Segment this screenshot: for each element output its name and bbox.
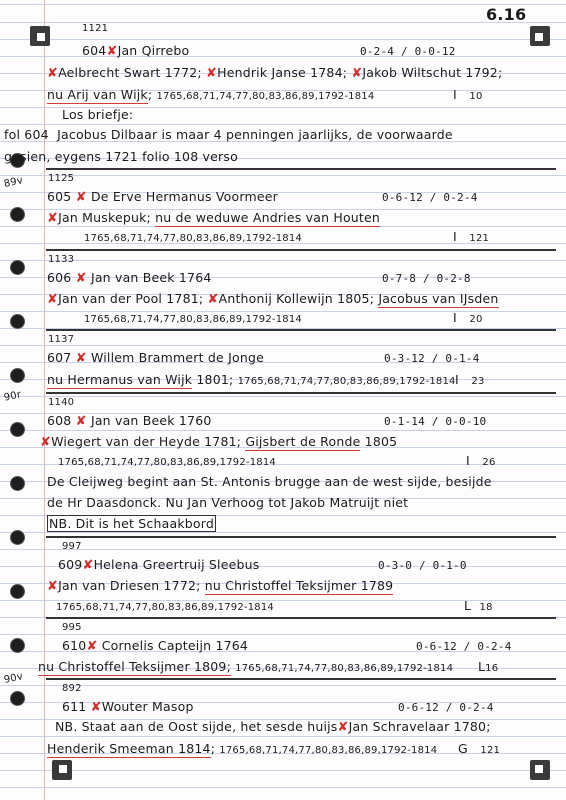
page-number: 6.16: [486, 5, 527, 24]
value-a: 0-1-14: [384, 415, 425, 428]
current-owner: nu Christoffel Teksijmer 1809;: [38, 659, 231, 674]
note-line: de Hr Daasdonck. Nu Jan Verhoog tot Jakob Matruijt niet: [47, 495, 409, 510]
value-b: 0-2-8: [436, 272, 471, 285]
margin-line: [44, 0, 45, 800]
cross-mark-icon: ✘: [337, 720, 349, 735]
entry-owners-line: [47, 66, 502, 81]
binder-hole: [11, 477, 24, 490]
ref-number: 121: [469, 233, 490, 244]
cross-mark-icon: ✘: [47, 66, 59, 81]
entry-years: 1765,68,71,74,77,80,83,86,89,1792-1814: [84, 233, 302, 244]
cross-mark-icon: ✘: [207, 292, 219, 307]
cross-mark-icon: ✘: [86, 639, 98, 654]
ref-letter: I: [453, 229, 457, 244]
binder-hole: [11, 315, 24, 328]
note-ref: fol 604: [4, 127, 49, 142]
owner-name: Hendrik Janse 1784;: [217, 65, 348, 80]
entry-separator: [46, 329, 556, 331]
ref-number: 18: [479, 602, 493, 613]
binder-hole: [11, 423, 24, 436]
entry-ref: [458, 742, 500, 758]
section-number: 1137: [48, 334, 75, 345]
ref-letter: L: [464, 598, 472, 613]
entry-owners-line: [47, 211, 380, 226]
entry-owner: Cornelis Capteijn 1764: [101, 638, 249, 653]
corner-marker-bottom-right: [530, 760, 550, 780]
ref-letter: I: [466, 453, 470, 468]
entry-years: 1765,68,71,74,77,80,83,86,89,1792-1814: [84, 314, 302, 325]
current-owner: Gijsbert de Ronde: [245, 434, 361, 449]
entry-606: [47, 271, 212, 286]
binder-hole: [11, 692, 24, 705]
entry-ref: [453, 88, 483, 104]
cross-mark-icon: ✘: [90, 700, 102, 715]
section-number: 892: [62, 683, 82, 694]
entry-ref: [455, 373, 485, 389]
entry-owner: Willem Brammert de Jonge: [90, 350, 264, 365]
section-number: 1140: [48, 397, 75, 408]
entry-values: 0-2-4 / 0-0-12: [360, 45, 456, 58]
owner-name: Jan van der Pool 1781;: [58, 291, 204, 306]
entry-number: 610: [62, 638, 87, 653]
entry-owners-line: [40, 435, 397, 450]
ref-number: 121: [480, 745, 501, 756]
value-b: 0-1-0: [432, 559, 467, 572]
entry-610: [62, 639, 248, 654]
entry-separator: [46, 249, 556, 251]
ref-number: 20: [469, 314, 483, 325]
cross-mark-icon: ✘: [47, 579, 59, 594]
entry-owner: Wouter Masop: [101, 699, 194, 714]
cross-mark-icon: ✘: [351, 66, 363, 81]
entry-owners-line: [47, 292, 499, 307]
entry-owners-line: [47, 579, 393, 594]
margin-mark: 90r: [2, 389, 23, 404]
entry-values: 0-7-8 / 0-2-8: [382, 272, 471, 285]
entry-current-line: [47, 373, 456, 389]
binder-hole: [11, 261, 24, 274]
binder-hole: [11, 369, 24, 382]
section-number: 1125: [48, 173, 75, 184]
corner-marker-top-right: [530, 26, 550, 46]
note-line: [4, 128, 453, 142]
entry-ref: [466, 454, 496, 470]
entry-number: 611: [62, 699, 87, 714]
entry-ref: [453, 230, 489, 246]
owner-name: Jan van Driesen 1772;: [58, 578, 201, 593]
entry-owner: Helena Greertruij Sleebus: [93, 557, 260, 572]
corner-marker-top-left: [30, 26, 50, 46]
entry-values: 0-6-12 / 0-2-4: [416, 640, 512, 653]
note-line: gesien, eygens 1721 folio 108 verso: [4, 149, 238, 164]
entry-years: 1765,68,71,74,77,80,83,86,89,1792-1814: [156, 91, 375, 102]
value-b: 0-2-4: [443, 191, 478, 204]
entry-ref: [464, 599, 493, 615]
entry-609: [58, 558, 259, 573]
entry-years: 1765,68,71,74,77,80,83,86,89,1792-1814: [58, 457, 276, 468]
owner-name: Anthonij Kollewijn 1805;: [218, 291, 375, 306]
value-a: 0-6-12: [382, 191, 423, 204]
entry-605: [47, 190, 278, 205]
binder-hole: [11, 585, 24, 598]
cross-mark-icon: ✘: [40, 435, 52, 450]
entry-note-line: [55, 720, 491, 735]
current-owner: Jacobus van IJsden: [378, 291, 499, 306]
current-owner: nu Christoffel Teksijmer 1789: [204, 578, 394, 593]
entry-611: [62, 700, 194, 715]
entry-years: 1765,68,71,74,77,80,83,86,89,1792-1814: [56, 602, 274, 613]
entry-number: 609: [58, 557, 83, 572]
binder-hole: [11, 639, 24, 652]
owner-name: Aelbrecht Swart 1772;: [58, 65, 202, 80]
current-owner: Henderik Smeeman 1814: [47, 741, 211, 756]
ref-number: 10: [469, 91, 483, 102]
corner-marker-bottom-left: [52, 760, 72, 780]
entry-owner: Jan van Beek 1764: [90, 270, 212, 285]
cross-mark-icon: ✘: [206, 66, 218, 81]
note-line: [47, 517, 216, 531]
value-b: 0-2-4: [477, 640, 512, 653]
ref-letter: L: [478, 659, 486, 674]
section-number: 1133: [48, 254, 75, 265]
entry-number: 608: [47, 413, 72, 428]
entry-number: 607: [47, 350, 72, 365]
owner-name: Wiegert van der Heyde 1781;: [51, 434, 242, 449]
entry-separator: [46, 168, 556, 170]
entry-current-line: [38, 660, 453, 676]
entry-number: 604: [82, 43, 107, 58]
entry-ref: [453, 311, 483, 327]
entry-608: [47, 414, 212, 429]
ref-number: 16: [485, 663, 499, 674]
value-a: 0-6-12: [416, 640, 457, 653]
entry-values: 0-6-12 / 0-2-4: [382, 191, 478, 204]
entry-owner: Jan Qirrebo: [117, 43, 190, 58]
entry-current-line: nu Arij van Wijk; 1765,68,71,74,77,80,83,86,89,1792-1814: [47, 87, 375, 102]
entry-years: 1765,68,71,74,77,80,83,86,89,1792-1814: [237, 376, 456, 387]
note-text: Jacobus Dilbaar is maar 4 penningen jaarlijks, de voorwaarde: [57, 127, 453, 142]
cross-mark-icon: ✘: [82, 558, 94, 573]
value-b: 0-2-4: [459, 701, 494, 714]
ref-letter: G: [458, 741, 468, 756]
ref-letter: I: [453, 87, 457, 102]
entry-values: 0-1-14 / 0-0-10: [384, 415, 487, 428]
section-number: 995: [62, 622, 82, 633]
cross-mark-icon: ✘: [75, 414, 87, 429]
entry-years: 1765,68,71,74,77,80,83,86,89,1792-1814: [219, 745, 438, 756]
ref-letter: I: [455, 372, 459, 387]
current-owner: nu Arij van Wijk: [47, 87, 148, 102]
value-a: 0-2-4: [360, 45, 395, 58]
cross-mark-icon: ✘: [75, 271, 87, 286]
cross-mark-icon: ✘: [75, 190, 87, 205]
entry-number: 605: [47, 189, 72, 204]
entry-separator: [46, 536, 556, 538]
note-title: Los briefje:: [62, 107, 134, 122]
value-a: 0-6-12: [398, 701, 439, 714]
entry-ref: [478, 660, 498, 676]
entry-years: 1765,68,71,74,77,80,83,86,89,1792-1814: [235, 663, 454, 674]
owner-name: Jan Schravelaar 1780;: [348, 719, 491, 734]
binder-hole: [11, 531, 24, 544]
cross-mark-icon: ✘: [47, 211, 59, 226]
value-b: 0-0-12: [414, 45, 456, 58]
entry-owner: De Erve Hermanus Voormeer: [90, 189, 278, 204]
entry-separator: [46, 617, 556, 619]
ref-letter: I: [453, 310, 457, 325]
ref-number: 26: [482, 457, 496, 468]
entry-number: 606: [47, 270, 72, 285]
current-owner-year: 1805: [364, 434, 398, 449]
owner-name: Jan Muskepuk;: [58, 210, 151, 225]
note-boxed: NB. Dit is het Schaakbord: [49, 516, 215, 531]
entry-separator: [46, 678, 556, 680]
entry-604: [82, 44, 189, 59]
value-a: 0-3-12: [384, 352, 425, 365]
margin-mark: 89v: [2, 175, 25, 190]
note-text: NB. Staat aan de Oost sijde, het sesde huijs: [55, 719, 338, 734]
cross-mark-icon: ✘: [106, 44, 118, 59]
binder-hole: [11, 208, 24, 221]
current-owner-year: 1801;: [196, 372, 234, 387]
section-number: 1121: [82, 23, 109, 34]
entry-owner: Jan van Beek 1760: [90, 413, 212, 428]
margin-mark: 90v: [2, 671, 25, 686]
value-b: 0-1-4: [445, 352, 480, 365]
entry-values: 0-3-0 / 0-1-0: [378, 559, 467, 572]
entry-separator: [46, 392, 556, 394]
value-b: 0-0-10: [445, 415, 487, 428]
value-a: 0-7-8: [382, 272, 417, 285]
cross-mark-icon: ✘: [75, 351, 87, 366]
entry-values: 0-6-12 / 0-2-4: [398, 701, 494, 714]
entry-current-line: Henderik Smeeman 1814; 1765,68,71,74,77,80,83,86,89,1792-1814: [47, 741, 438, 756]
value-a: 0-3-0: [378, 559, 413, 572]
current-owner: nu Hermanus van Wijk: [47, 372, 193, 387]
entry-values: 0-3-12 / 0-1-4: [384, 352, 480, 365]
current-owner: nu de weduwe Andries van Houten: [155, 210, 381, 225]
cross-mark-icon: ✘: [47, 292, 59, 307]
owner-name: Jakob Wiltschut 1792;: [362, 65, 503, 80]
section-number: 997: [62, 541, 82, 552]
note-line: De Cleijweg begint aan St. Antonis brugge aan de west sijde, besijde: [47, 474, 492, 489]
ref-number: 23: [471, 376, 485, 387]
entry-607: [47, 351, 264, 366]
